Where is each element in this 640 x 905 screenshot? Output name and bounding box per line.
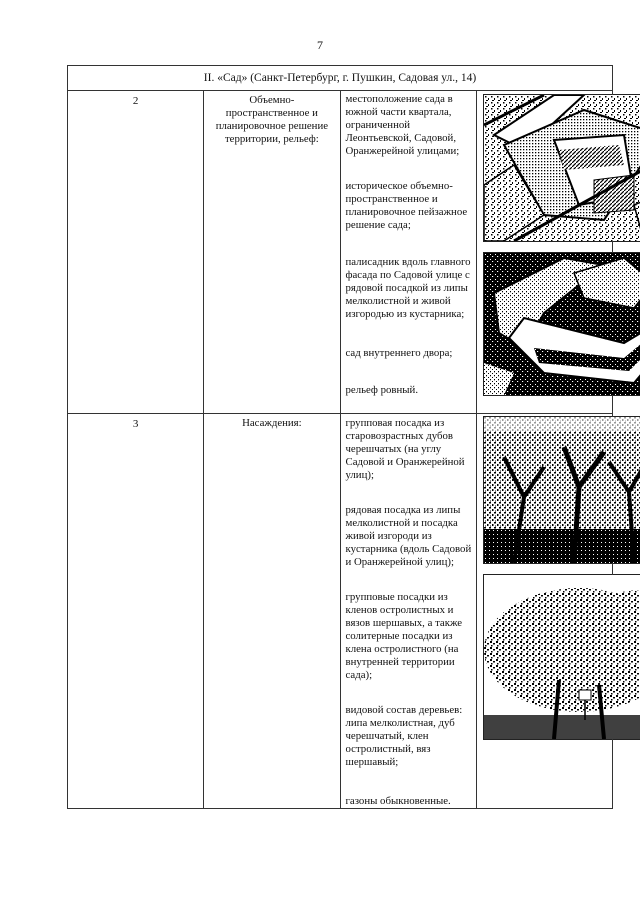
row-photos: [476, 414, 612, 809]
row-number: 3: [68, 414, 204, 809]
page-number: 7: [317, 38, 323, 52]
description-paragraph: групповые посадки из кленов остролистных и вязов шершавых, а также солитерные посадки из клена остролистного (на внутренней территории сада);: [345, 591, 463, 681]
row-number: 2: [68, 91, 204, 414]
oak-trees-photo: [483, 416, 640, 564]
description-paragraph: палисадник вдоль главного фасада по Садовой улице с рядовой посадкой из липы мелколистной и живой изгородью из кустарника;: [345, 256, 471, 320]
row-photos: [476, 91, 612, 414]
aerial-photo-image: [483, 252, 640, 396]
description-paragraph: видовой состав деревьев: липа мелколистная, дуб черешчатый, клен остролистный, вяз шершавый;: [345, 704, 463, 768]
description-paragraph: рядовая посадка из липы мелколистной и посадка живой изгороди из кустарника (вдоль Садовой и Оранжерейной улиц);: [345, 504, 472, 568]
aerial-map-image: [483, 94, 640, 242]
garden-table: [67, 65, 613, 809]
description-paragraph: местоположение сада в южной части квартала, ограниченной Леонтьевской, Садовой, Оранжерейной улицами;: [345, 93, 460, 157]
description-paragraph: рельеф ровный.: [345, 384, 419, 396]
maple-trees-photo: [483, 574, 640, 740]
section-title: II. «Сад» (Санкт-Петербург, г. Пушкин, Садовая ул., 14): [68, 66, 613, 91]
row-label: Объемно-пространственное и планировочное решение территории, рельеф:: [204, 91, 340, 414]
description-paragraph: групповая посадка из старовозрастных дубов черешчатых (на углу Садовой и Оранжерейной улиц);: [345, 417, 465, 481]
row-description: [340, 414, 476, 809]
row-description: [340, 91, 476, 414]
description-paragraph: историческое объемно-пространственное и планировочное пейзажное решение сада;: [345, 180, 468, 231]
description-paragraph: газоны обыкновенные.: [345, 795, 451, 807]
row-label: Насаждения:: [204, 414, 340, 809]
description-paragraph: сад внутреннего двора;: [345, 347, 453, 359]
